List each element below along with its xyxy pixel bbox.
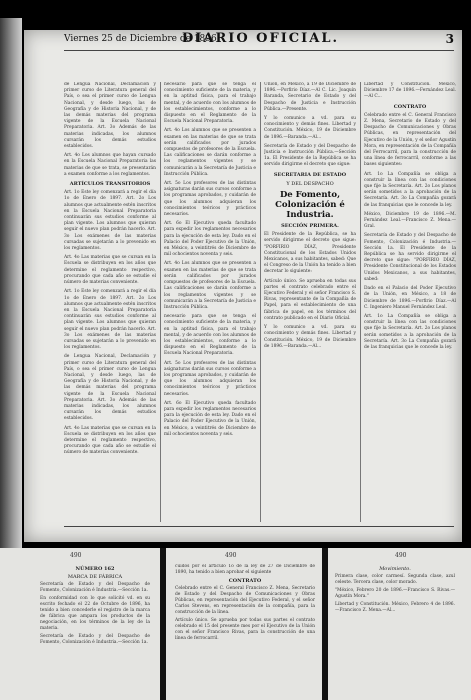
paragraph: necesario para que se tenga el conocimiento suficiente de la materia, y en la aptitud física, para el trabajo mental, y de acuerdo con los alumnos de los establecimientos, conforme a lo dispuesto en el Reglamento de la Escuela Nacional Preparatoria. — [164, 314, 256, 357]
paragraph: Art. 1o Este ley comenzará a regir el día 1o de Enero de 1897. Art. 2o Los alumnos que actualmente estén inscritos en la Escuela Nacional Preparatoria continuarán sus estudios conforme al plan vigente. Los alumnos que quieran seguir el nuevo plan podrán hacerlo. Art. 3o Los exámenes de las materias cursadas se sujetarán a lo prevenido en los reglamentos. — [64, 190, 156, 252]
paragraph: Art. 1o La Compañía se obliga a construir la línea con las condiciones que fije la Secretaría. Art. 2o Los planos serán sometidos a la aprobación de la Secretaría. Art. 3o La Compañía gozará de las franquicias que le concede la ley. — [364, 313, 456, 350]
paragraph: Art. 5o Los profesores de las distintas asignaturas darán sus cursos conforme a los programas aprobados, y cuidarán de que los alumnos adquieran los conocimientos teóricos y prácticos necesarios. — [164, 360, 256, 397]
paragraph: México, Diciembre 19 de 1896.—M. Fernández Leal.—Francisco Z. Mena.—Gral. — [364, 211, 456, 230]
paragraph: Dado en el Palacio del Poder Ejecutivo de la Unión, en México, a 18 de Diciembre de 1896.—Porfirio Díaz.—Al C. Ingeniero Manuel Fernández Leal. — [364, 286, 456, 310]
bottom-column-right — [335, 564, 455, 696]
paragraph: En conformidad con lo que solicitó vd. en su escrito fechado el 22 de Octubre de 1896, ha tenido a bien concederle el registro de la marca de fábrica que ampara los productos de la negociación, en los términos de la ley de la materia. — [40, 596, 150, 631]
column-1 — [64, 82, 156, 522]
bottom-column-middle — [175, 564, 315, 696]
number-heading: NÚMERO 162 — [75, 566, 115, 572]
paragraph: Art. 5o Los profesores de las distintas asignaturas darán sus cursos conforme a los programas aprobados, y cuidarán de que los alumnos adquieran los conocimientos teóricos y prácticos necesarios. — [164, 181, 256, 218]
paragraph: Y lo comunico a vd. para su conocimiento y demás fines. Libertad y Constitución. México, 19 de Diciembre de 1896.—Baranda.—Al... — [264, 116, 356, 140]
paragraph: Secretaría de Estado y del Despacho de Fomento, Colonización é Industria.—Sección 1a. El Presidente de la República se ha servido dirigirme el decreto que sigue: "PORFIRIO DÍAZ, Presidente Constitucional de los Estados Unidos Mexicanos, a sus habitantes, sabed: — [364, 233, 456, 282]
paragraph: Primera clase, color carmesí. Segunda clase, azul celeste. Tercera clase, color morado. — [335, 574, 455, 585]
paragraph: Art. 6o El Ejecutivo queda facultado para expedir los reglamentos necesarios para la ejecución de esta ley. Dado en el Palacio del Poder Ejecutivo de la Unión, en México, a veintitrés de Diciembre de mil ochocientos noventa y seis. — [164, 400, 256, 437]
issue-date: Viernes 25 de Diciembre de 1896. — [64, 34, 220, 44]
page-number: 3 — [445, 32, 454, 46]
section-heading: SECCIÓN PRIMERA. — [281, 223, 339, 230]
paragraph: Art. 4o Los alumnos que se presenten a examen en las materias de que se trata serán calificados por jurados compuestos de profesores de la Escuela. Las calificaciones se darán conforme a los reglamentos vigentes y se comunicarán a la Secretaría de Justicia e Instrucción Pública. — [164, 128, 256, 177]
column-3 — [264, 82, 356, 522]
page-number: 490 — [70, 552, 82, 559]
paragraph: "México, Febrero 20 de 1896.—Francisco S. Rivas.—Agustín Mora." — [335, 588, 455, 599]
contract-heading: CONTRATO — [228, 578, 262, 584]
paragraph: cuidos por el artículo 1o de la ley de 27 de Diciembre de 1890, ha tenido a bien aprobar el siguiente — [175, 564, 315, 575]
paragraph: Secretaría de Estado y del Despacho de Fomento, Colonización é Industria.—Sección 1a. — [40, 582, 150, 593]
paragraph: Celebrado entre el C. General Francisco Z. Mena, Secretario de Estado y del Despacho de Comunicaciones y Obras Públicas, en representación del Ejecutivo de la Unión, y el señor Agustín Mora, en representación de la Compañía del Ferrocarril, para la construcción de una línea de ferrocarril, conforme a las bases siguientes: — [364, 112, 456, 168]
column-divider — [160, 82, 161, 522]
paragraph: Art. 4o Las materias que se cursan en la Escuela se distribuyen en los años que determine el reglamento respectivo, procurando que cada año se estudie el número de materias conveniente. — [64, 255, 156, 286]
trademark-subheading: MARCA DE FÁBRICA — [67, 574, 123, 580]
paragraph: de Lengua Nacional, Declamación y primer curso de Literatura general del País, o sea el primer curso de Lengua Nacional, y desde luego, las de Geografía y de Historia Nacional, y de las demás materias del programa vigente de la Escuela Nacional Preparatoria. Art. 3o Además de las materias indicadas, los alumnos cursarán los demás estudios establecidos. — [64, 82, 156, 150]
paragraph: Libertad y Constitución. México, Diciembre 17 de 1896.—Fernández Leal.—Al C... — [364, 82, 456, 100]
paragraph: Secretaría de Estado y del Despacho de Fomento, Colonización é Industria.—Sección 1a. — [40, 634, 150, 645]
paragraph: Libertad y Constitución. México, Febrero 4 de 1896.—Francisco Z. Mena.—Al... — [335, 602, 455, 613]
column-4 — [364, 82, 456, 522]
paragraph: Art. 4o Los alumnos que hayan cursado en la Escuela Nacional Preparatoria las materias de que se trata, se presentarán a examen conforme a los reglamentos. — [64, 153, 156, 177]
bottom-column-left — [40, 564, 150, 696]
page-number: 490 — [395, 552, 407, 559]
contract-heading: CONTRATO — [393, 103, 427, 110]
page-gap — [322, 548, 328, 700]
page-header — [64, 30, 454, 52]
paragraph: Artículo único. Se aprueba por todas sus partes el contrato celebrado el 15 del presente mes por el Ejecutivo de la Unión con el señor Francisco Rivas, para la construcción de una línea de ferrocarril. — [175, 618, 315, 641]
paragraph: Art. 4o Las materias que se cursan en la Escuela se distribuyen en los años que determine el reglamento respectivo, procurando que cada año se estudie el número de materias conveniente. — [64, 425, 156, 456]
secretaria-heading: SECRETARIA DE ESTADO — [273, 171, 347, 178]
paragraph: de Lengua Nacional, Declamación y primer curso de Literatura general del País, o sea el primer curso de Lengua Nacional, y desde luego, las de Geografía y de Historia Nacional, y de las demás materias del programa vigente de la Escuela Nacional Preparatoria. Art. 3o Además de las materias indicadas, los alumnos cursarán los demás estudios establecidos. — [64, 354, 156, 422]
despacho-subheading: Y DEL DESPACHO — [286, 180, 334, 187]
paragraph: Unión, en México, a 19 de Diciembre de 1896.—Porfirio Díaz.—Al C. Lic. Joaquín Baranda, Secretario de Estado y del Despacho de Justicia e Instrucción Pública.—Presente. — [264, 82, 356, 112]
masthead-title: DIARIO OFICIAL. — [182, 31, 339, 46]
header-rule — [64, 50, 454, 51]
fomento-heading: De Fomento, Colonización é Industria. — [275, 190, 345, 221]
column-divider — [260, 82, 261, 522]
paragraph: Artículo único. Se aprueba en todas sus partes el contrato celebrado entre el Ejecutivo Federal y el señor Francisco S. Rivas, representante de la Compañía de Papel, para el establecimiento de una fábrica de papel, en los términos del contrato publicado en el Diario Oficial. — [264, 278, 356, 321]
paragraph: Art. 1o La Compañía se obliga a construir la línea con las condiciones que fije la Secretaría. Art. 2o Los planos serán sometidos a la aprobación de la Secretaría. Art. 3o La Compañía gozará de las franquicias que le concede la ley. — [364, 171, 456, 208]
previous-page-edge — [0, 18, 22, 548]
footer-rule — [64, 526, 454, 527]
page-gap — [160, 548, 166, 700]
paragraph: Art. 6o El Ejecutivo queda facultado para expedir los reglamentos necesarios para la ejecución de esta ley. Dado en el Palacio del Poder Ejecutivo de la Unión, en México, a veintitrés de Diciembre de mil ochocientos noventa y seis. — [164, 221, 256, 258]
paragraph: Secretaría de Estado y del Despacho de Justicia e Instrucción Pública.—Sección 1a. El Presidente de la República se ha servido dirigirme el decreto que sigue: — [264, 143, 356, 168]
column-divider — [360, 82, 361, 522]
column-2 — [164, 82, 256, 522]
newspaper-page — [24, 30, 462, 542]
movement-heading: Movimiento. — [379, 566, 411, 572]
section-heading: ARTÍCULOS TRANSITORIOS — [69, 181, 151, 188]
paragraph: Celebrado entre el C. General Francisco Z. Mena, Secretario de Estado y del Despacho de Comunicaciones y Obras Públicas, en representación del Ejecutivo Federal, y el señor Carlos Stevens, en representación de la compañía, para la construcción de la línea. — [175, 586, 315, 615]
paragraph: necesario para que se tenga el conocimiento suficiente de la materia, y en la aptitud física, para el trabajo mental, y de acuerdo con los alumnos de los establecimientos, conforme a lo dispuesto en el Reglamento de la Escuela Nacional Preparatoria. — [164, 82, 256, 125]
page-number: 490 — [225, 552, 237, 559]
next-page-strip — [0, 548, 471, 700]
paragraph: Y lo comunico a vd. para su conocimiento y demás fines. Libertad y Constitución. México, 19 de Diciembre de 1896.—Baranda.—Al... — [264, 325, 356, 349]
paragraph: El Presidente de la República, se ha servido dirigirme el decreto que sigue: "PORFIRIO DÍAZ, Presidente Constitucional de los Estados Unidos Mexicanos, a sus habitantes, sabed: Que el Congreso de la Unión ha tenido a bien decretar lo siguiente: — [264, 232, 356, 275]
paragraph: Art. 4o Los alumnos que se presenten a examen en las materias de que se trata serán calificados por jurados compuestos de profesores de la Escuela. Las calificaciones se darán conforme a los reglamentos vigentes y se comunicarán a la Secretaría de Justicia e Instrucción Pública. — [164, 261, 256, 310]
paragraph: Art. 1o Este ley comenzará a regir el día 1o de Enero de 1897. Art. 2o Los alumnos que actualmente estén inscritos en la Escuela Nacional Preparatoria continuarán sus estudios conforme al plan vigente. Los alumnos que quieran seguir el nuevo plan podrán hacerlo. Art. 3o Los exámenes de las materias cursadas se sujetarán a lo prevenido en los reglamentos. — [64, 289, 156, 351]
